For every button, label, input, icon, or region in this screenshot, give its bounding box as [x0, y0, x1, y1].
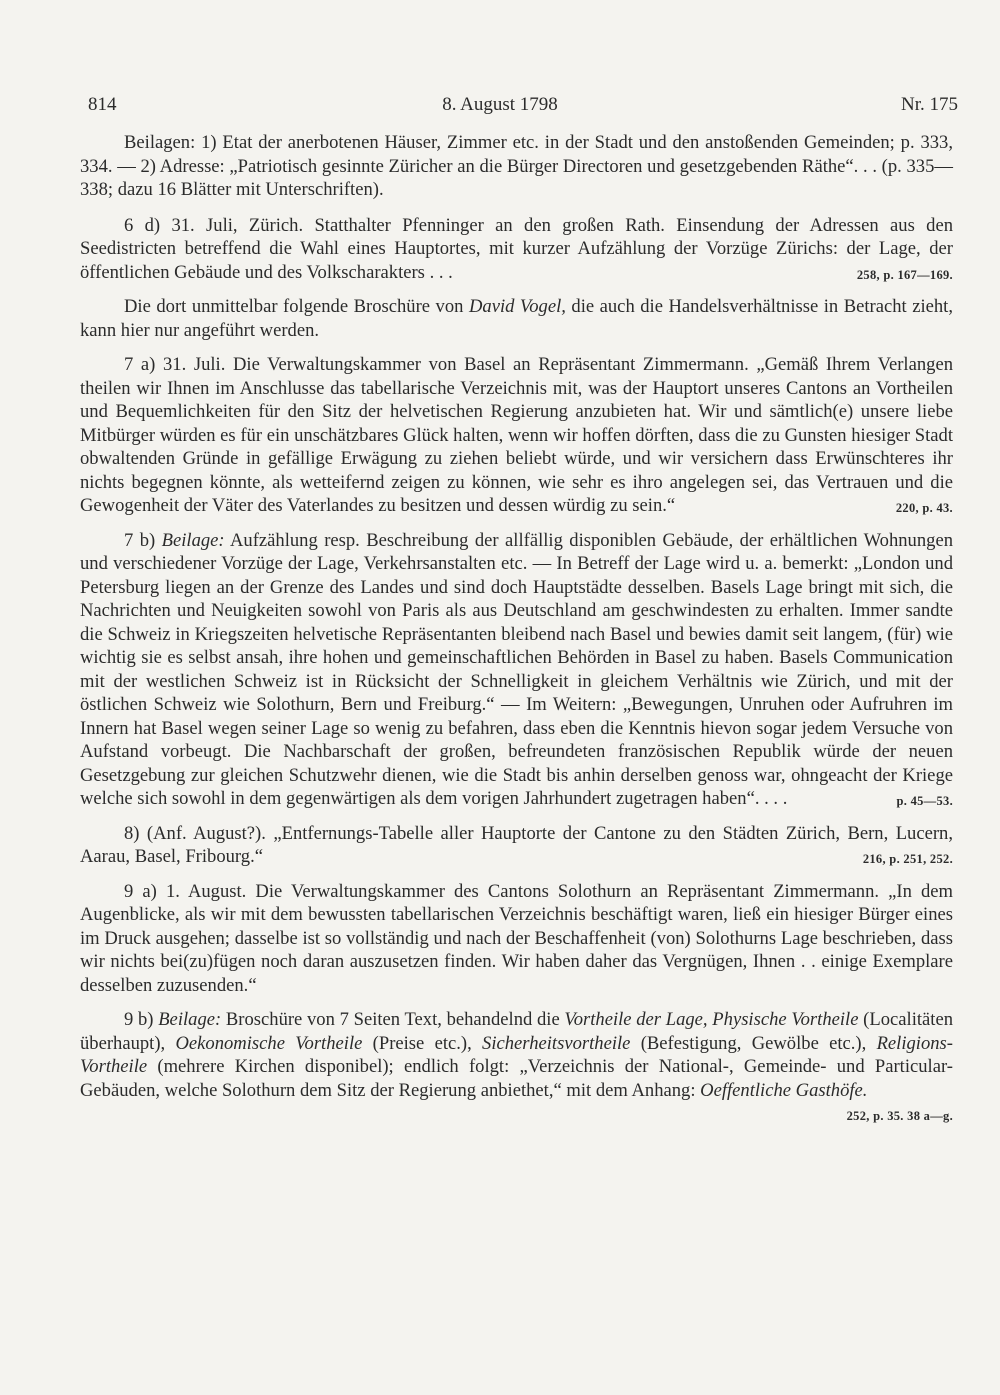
italic-term: Vortheile der Lage, Physische Vortheile: [564, 1009, 859, 1030]
paragraph-7b: [80, 529, 953, 811]
italic-term: Sicherheitsvortheile: [482, 1032, 631, 1054]
paragraph-beilagen: [80, 131, 953, 202]
beilage-label: Beilage:: [161, 529, 225, 551]
page-date: 8. August 1798: [442, 94, 558, 115]
person-name: David Vogel,: [468, 296, 566, 317]
source-reference: 220, p. 43.: [895, 501, 953, 515]
paragraph-vogel: [80, 295, 953, 342]
paragraph-text: 8) (Anf. August?). „Entfernungs-Tabelle aller Hauptorte der Cantone zu den Städten Zürich, Bern, Lucern, Aarau, Basel, Fribourg.“: [80, 822, 953, 867]
paragraph-text: 6 d) 31. Juli, Zürich. Statthalter Pfenninger an den großen Rath. Einsendung der Adressen aus den Seedistricten betreffend die Wahl eines Hauptortes, mit kurzer Aufzählung der Vorzüge Zürichs: der Lage, der öffentlichen Gebäude und des Volkscharakters . . .: [80, 214, 953, 283]
paragraph-text: (Preise etc.),: [362, 1032, 483, 1054]
italic-term: Oekonomische Vortheile: [175, 1032, 363, 1054]
page-body: [80, 131, 953, 1129]
paragraph-text: Beilagen: 1) Etat der anerbotenen Häuser, Zimmer etc. in der Stadt und den anstoßenden Gemeinden; p. 333, 334. — 2) Adresse: „Patriotisch gesinnte Züricher an die Bürger Directoren und gesetzgebenden Räthe“. . . (p. 335—338; dazu 16 Blätter mit Unterschriften).: [80, 132, 953, 200]
paragraph-text: (Befestigung, Gewölbe etc.),: [630, 1032, 877, 1054]
source-reference: 252, p. 35. 38 a—g.: [846, 1109, 953, 1123]
paragraph-text: (mehrere Kirchen disponibel); endlich folgt: „Verzeichnis der National-, Gemeinde- und Particular-Gebäuden, welche Solothurn dem Sitz der Regierung anbiethet,“ mit dem Anhang:: [80, 1056, 953, 1101]
italic-term: Oeffentliche Gasthöfe.: [700, 1079, 868, 1101]
paragraph-text: 9 b): [124, 1009, 159, 1030]
italic-term: Religions-Vortheile: [80, 1032, 953, 1077]
source-reference: 258, p. 167—169.: [856, 267, 953, 282]
source-reference: 216, p. 251, 252.: [862, 852, 953, 866]
beilage-label: Beilage:: [158, 1009, 222, 1030]
paragraph-9a: [80, 880, 953, 998]
page-number: 814: [88, 94, 117, 115]
source-reference: p. 45—53.: [896, 794, 953, 808]
paragraph-text: 7 a) 31. Juli. Die Verwaltungskammer von Basel an Repräsentant Zimmermann. „Gemäß Ihrem Verlangen theilen wir Ihnen im Anschlusse das tabellarische Verzeichnis mit, was der Hauptort unseres Cantons an Vortheilen und Bequemlichkeiten für den Sitz der helvetischen Regierung anzubieten hat. Wir und sämtlich(e) unsere liebe Mitbürger würden es für ein unschätzbares Glück halten, wenn wir hoffen dörften, dass die zu Gunsten hiesiger Stadt obwaltenden Gründe in gefällige Erwägung zu ziehen beliebt würde, und wir versichern dass Erwünschteres ihr nichts begegnen könnte, als wetteifernd zeigen zu können, wie sehr es ihro angelegen sei, das Vertrauen und die Gewogenheit der Väter des Vaterlandes zu besitzen und dessen würdig zu sein.“: [80, 354, 953, 516]
paragraph-text: 9 a) 1. August. Die Verwaltungskammer des Cantons Solothurn an Repräsentant Zimmermann. „In dem Augenblicke, als wir mit dem bewussten tabellarischen Verzeichnis beschäftigt waren, ließ ein hiesiger Bürger eines im Druck ausgehen; dasselbe ist so vollständig und nach der Beschaffenheit (von) Solothurns Lage beschrieben, dass wir nichts bei(zu)fügen noch daran auszusetzen finden. Wir haben daher das Vergnügen, Ihnen . . einige Exemplare desselben zuzusenden.“: [80, 880, 953, 996]
paragraph-text: 7 b): [124, 529, 162, 551]
paragraph-text: (Localitäten überhaupt),: [80, 1009, 953, 1054]
paragraph-text: die auch die Handelsverhältnisse in Betracht zieht, kann hier nur angeführt werden.: [80, 296, 953, 341]
paragraph-text: Broschüre von 7 Seiten Text, behandelnd die: [221, 1009, 565, 1030]
document-number: Nr. 175: [901, 94, 958, 115]
paragraph-6d: [80, 214, 953, 285]
paragraph-7a: [80, 353, 953, 518]
paragraph-text: Aufzählung resp. Beschreibung der allfällig disponiblen Gebäude, der erhältlichen Wohnungen und verschiedener Vorzüge der Lage, Verkehrsanstalten etc. — In Betreff der Lage wird u. a. bemerkt: „London und Petersburg liegen an der Grenze des Landes und sind doch Hauptstädte desselben. Basels Lage bringt mit sich, die Nachrichten und Neuigkeiten sowohl von Paris als aus Deutschland am geschwindesten zu erhalten. Immer sandte die Schweiz in Kriegszeiten helvetische Repräsentanten bleibend nach Basel und bewies damit seit langem, (für) wie wichtig sie es selbst ansah, ihre hohen und gemeinschaftlichen Behörden in Basel zu haben. Basels Communication mit der westlichen Schweiz ist in Rücksicht der Schnelligkeit in gleichem Verhältnis wie Zürich, und mit der östlichen Schweiz wie Solothurn, Bern und Freiburg.“ — Im Weitern: „Bewegungen, Unruhen oder Aufruhren im Innern hat Basel wegen seiner Lage so wenig zu befahren, dass eben die Kenntnis hievon sogar jedem Versuche von Aufstand vorbeugt. Die Nachbarschaft der großen, befreundeten französischen Republik würde der neuen Gesetzgebung zur gleichen Schutzwehr dienen, wie die Stadt bis anhin derselben genoss war, ohngeacht der Kriege welche sich sowohl in dem gegenwärtigen als dem vorigen Jahrhundert zugetragen haben“. . . .: [80, 529, 953, 809]
page-header: [0, 94, 1000, 124]
paragraph-9b: [80, 1008, 953, 1123]
paragraph-text: Die dort unmittelbar folgende Broschüre von: [124, 296, 469, 317]
paragraph-8: [80, 822, 953, 869]
